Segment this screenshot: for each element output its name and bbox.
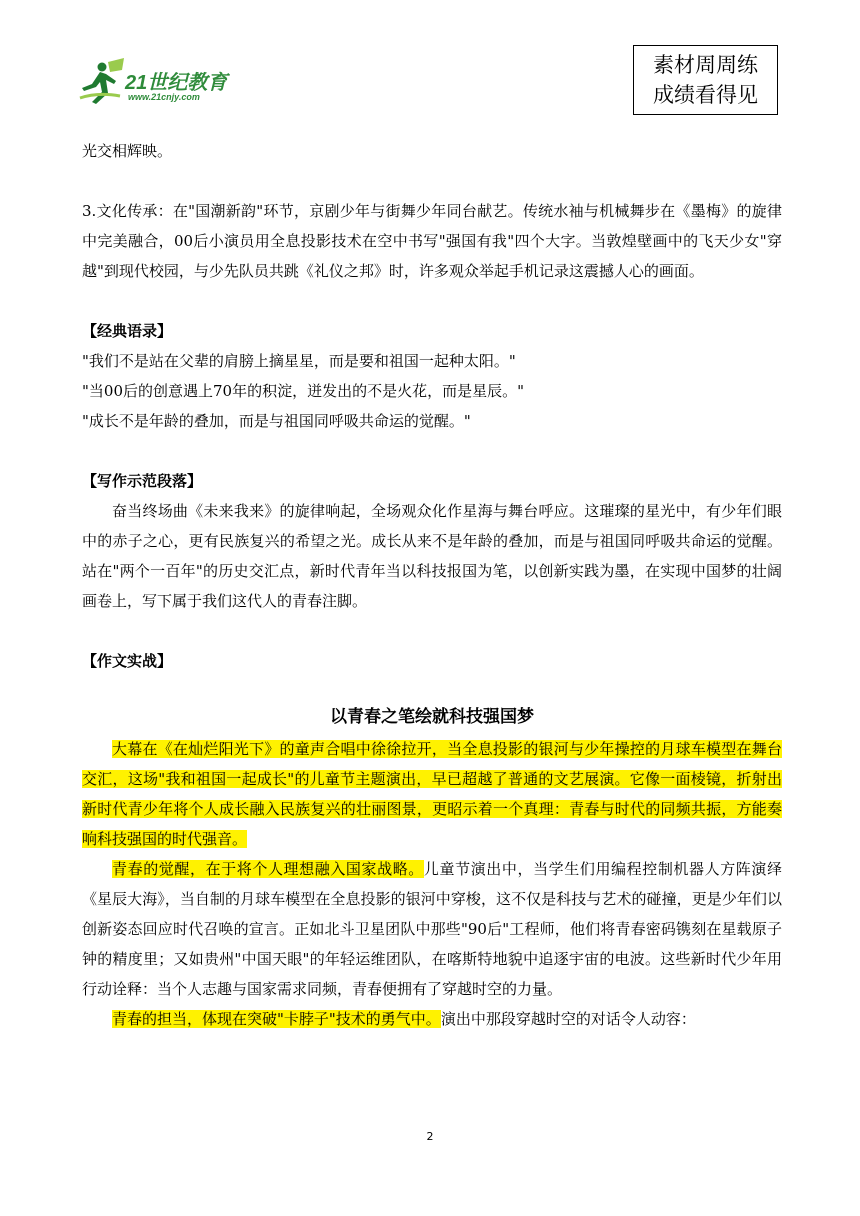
logo-url: www.21cnjy.com (128, 92, 200, 102)
site-logo (78, 58, 268, 108)
essay-paragraph-3 (82, 1004, 782, 1034)
running-figure-icon (78, 58, 128, 106)
essay-text: 演出中那段穿越时空的对话令人动容： (440, 1010, 696, 1028)
logo-text: 21世纪教育 (125, 72, 228, 94)
essay-title: 以青春之笔绘就科技强国梦 (330, 707, 534, 727)
highlighted-text: 大幕在《在灿烂阳光下》的童声合唱中徐徐拉开，当全息投影的银河与少年操控的月球车模型在舞台交汇，这场"我和祖国一起成长"的儿童节主题演出，早已超越了普通的文艺展演。它像一面棱镜，折射出新时代青少年将个人成长融入民族复兴的壮丽图景，更昭示着一个真理：青春与时代的同频共振，方能奏响科技强国的时代强音。 (82, 740, 782, 848)
quotes-heading: 【经典语录】 (82, 322, 173, 340)
essay-paragraph-2 (82, 854, 782, 1004)
document-body (82, 136, 782, 1034)
highlighted-text: 青春的觉醒，在于将个人理想融入国家战略。 (112, 860, 424, 878)
badge-line-2: 成绩看得见 (653, 83, 758, 107)
practice-heading: 【作文实战】 (82, 652, 173, 670)
quote-line: "我们不是站在父辈的肩膀上摘星星，而是要和祖国一起种太阳。" (82, 352, 516, 370)
item-3-paragraph: 3.文化传承：在"国潮新韵"环节，京剧少年与街舞少年同台献艺。传统水袖与机械舞步在《墨梅》的旋律中完美融合，00后小演员用全息投影技术在空中书写"强国有我"四个大字。当敦煌壁画中的飞天少女"穿越"到现代校园，与少先队员共跳《礼仪之邦》时，许多观众举起手机记录这震撼人心的画面。 (82, 202, 782, 280)
sample-paragraph: 奋当终场曲《未来我来》的旋律响起，全场观众化作星海与舞台呼应。这璀璨的星光中，有少年们眼中的赤子之心，更有民族复兴的希望之光。成长从来不是年龄的叠加，而是与祖国同呼吸共命运的觉醒。站在"两个一百年"的历史交汇点，新时代青年当以科技报国为笔，以创新实践为墨，在实现中国梦的壮阔画卷上，写下属于我们这代人的青春注脚。 (82, 502, 782, 610)
essay-text: 儿童节演出中，当学生们用编程控制机器人方阵演绎《星辰大海》，当自制的月球车模型在全息投影的银河中穿梭，这不仅是科技与艺术的碰撞，更是少年们以创新姿态回应时代召唤的宣言。正如北斗卫星团队中那些"90后"工程师，他们将青春密码镌刻在星载原子钟的精度里；又如贵州"中国天眼"的年轻运维团队，在喀斯特地貌中追逐宇宙的电波。这些新时代少年用行动诠释：当个人志趣与国家需求同频，青春便拥有了穿越时空的力量。 (82, 860, 782, 998)
badge-line-1: 素材周周练 (653, 53, 758, 77)
slogan-badge (633, 45, 778, 115)
essay-paragraph-1 (82, 734, 782, 854)
highlighted-text: 青春的担当，体现在突破"卡脖子"技术的勇气中。 (112, 1010, 441, 1028)
sample-heading: 【写作示范段落】 (82, 472, 203, 490)
quote-line: "当00后的创意遇上70年的积淀，迸发出的不是火花，而是星辰。" (82, 382, 524, 400)
quote-line: "成长不是年龄的叠加，而是与祖国同呼吸共命运的觉醒。" (82, 412, 471, 430)
page-number: 2 (426, 1130, 434, 1143)
continued-text: 光交相辉映。 (82, 142, 173, 160)
